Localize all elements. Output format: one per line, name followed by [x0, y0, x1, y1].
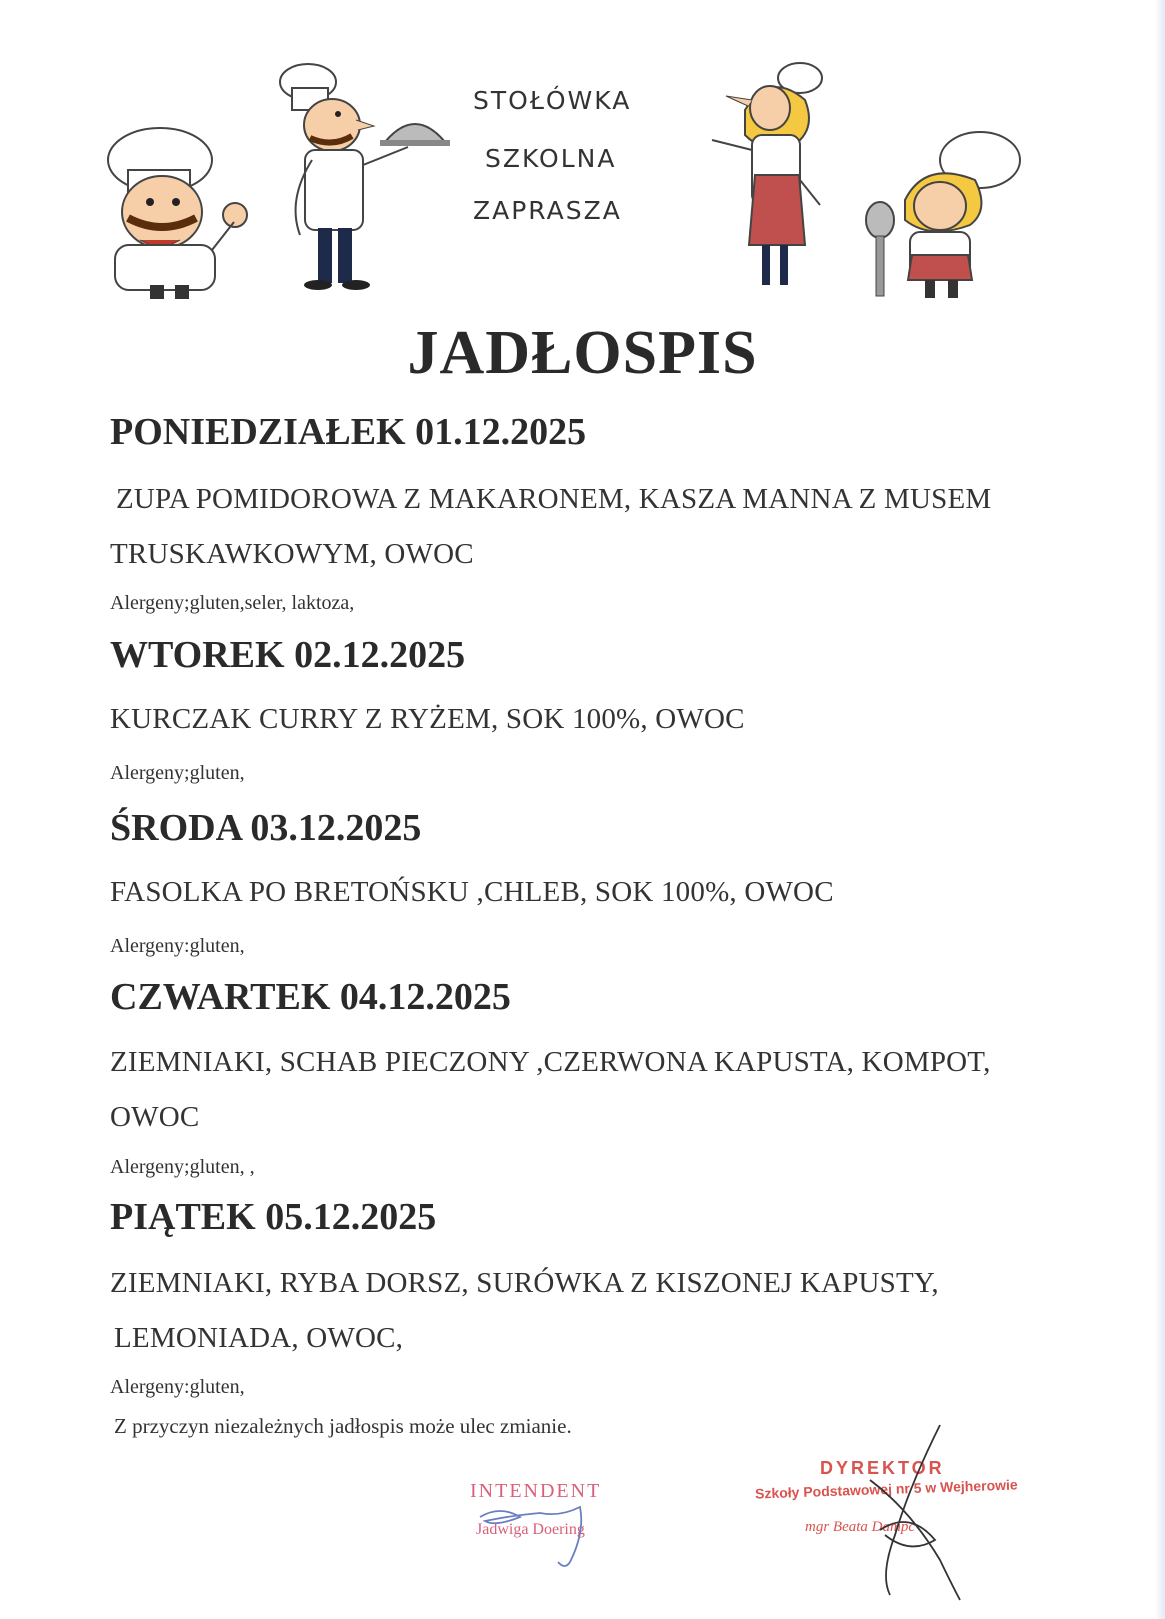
- director-title: DYREKTOR: [820, 1458, 945, 1478]
- allergens-wednesday: Alergeny:gluten,: [110, 935, 245, 957]
- director-signature: [830, 1420, 990, 1610]
- menu-line: FASOLKA PO BRETOŃSKU ,CHLEB, SOK 100%, OWOC: [110, 876, 834, 908]
- banner-line-2: SZKOLNA: [485, 144, 617, 173]
- menu-line: OWOC: [110, 1101, 200, 1133]
- menu-line: ZIEMNIAKI, RYBA DORSZ, SURÓWKA Z KISZONEJ KAPUSTY,: [110, 1267, 939, 1299]
- banner-line-1: STOŁÓWKA: [473, 86, 632, 115]
- chef-cloche-icon: [280, 64, 450, 290]
- intendent-name: Jadwiga Doering: [476, 1521, 585, 1538]
- director-name: mgr Beata Dampc: [805, 1519, 915, 1535]
- allergens-thursday: Alergeny;gluten, ,: [110, 1156, 255, 1178]
- menu-line: ZIEMNIAKI, SCHAB PIECZONY ,CZERWONA KAPUSTA, KOMPOT,: [110, 1046, 991, 1078]
- menu-wednesday: [110, 865, 1070, 920]
- menu-friday: [110, 1256, 1070, 1366]
- menu-line: ZUPA POMIDOROWA Z MAKARONEM, KASZA MANNA Z MUSEM: [116, 483, 992, 515]
- director-school: Szkoły Podstawowej nr 5 w Wejherowie: [754, 1476, 1018, 1502]
- chef-girl-spoon-icon: [866, 132, 1020, 298]
- chef-woman-icon: [712, 63, 822, 285]
- day-heading-thursday: CZWARTEK 04.12.2025: [110, 976, 511, 1018]
- menu-thursday: [110, 1035, 1070, 1145]
- day-heading-monday: PONIEDZIAŁEK 01.12.2025: [110, 411, 587, 453]
- intendent-title: INTENDENT: [470, 1480, 602, 1502]
- menu-monday: [110, 472, 1070, 582]
- menu-line: KURCZAK CURRY Z RYŻEM, SOK 100%, OWOC: [110, 703, 745, 735]
- intendent-signature: [470, 1495, 620, 1575]
- chef-mustache-icon: [108, 128, 247, 299]
- banner-line-3: ZAPRASZA: [473, 196, 622, 225]
- allergens-tuesday: Alergeny;gluten,: [110, 762, 245, 784]
- page-title: JADŁOSPIS: [407, 319, 758, 387]
- menu-line: LEMONIADA, OWOC,: [114, 1322, 404, 1354]
- change-notice: Z przyczyn niezależnych jadłospis może ulec zmianie.: [114, 1414, 572, 1438]
- allergens-monday: Alergeny;gluten,seler, laktoza,: [110, 592, 355, 614]
- day-heading-wednesday: ŚRODA 03.12.2025: [110, 807, 422, 849]
- day-heading-tuesday: WTOREK 02.12.2025: [110, 634, 466, 676]
- menu-tuesday: [110, 692, 1070, 747]
- allergens-friday: Alergeny:gluten,: [110, 1376, 245, 1398]
- menu-line: TRUSKAWKOWYM, OWOC: [110, 538, 474, 570]
- day-heading-friday: PIĄTEK 05.12.2025: [110, 1196, 437, 1238]
